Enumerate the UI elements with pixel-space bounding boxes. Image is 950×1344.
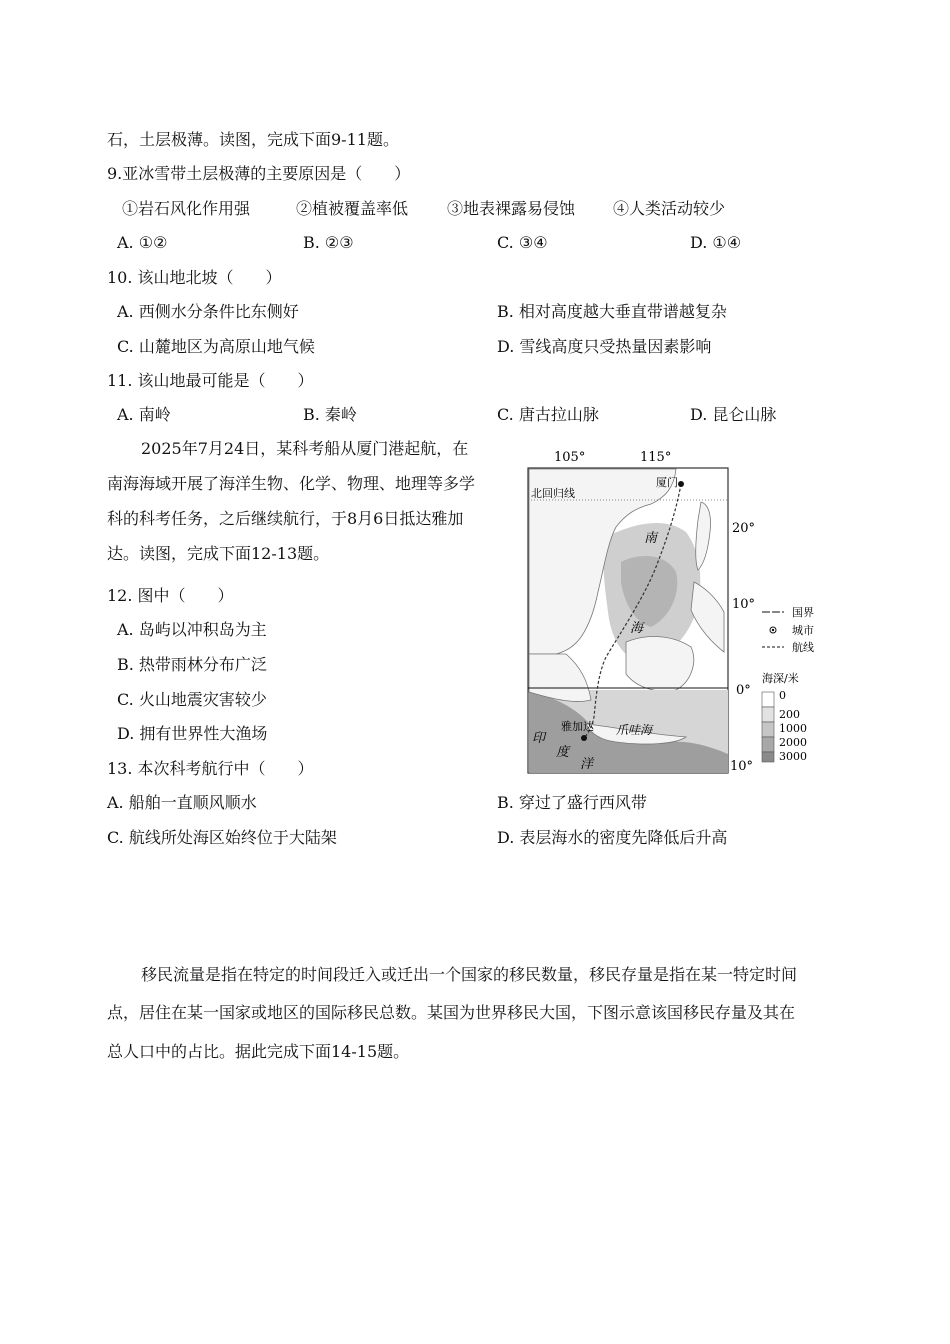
depth-swatch-3000: [762, 752, 774, 762]
sea-label-hai: 海: [630, 621, 644, 636]
legend-border-label: 国界: [792, 606, 814, 619]
lat-label-10s: 10°: [730, 759, 754, 774]
q9-stem: 9.亚冰雪带土层极薄的主要原因是（ ）: [107, 164, 411, 183]
depth-value-1000: 1000: [779, 722, 807, 735]
depth-value-2000: 2000: [779, 736, 807, 749]
q12-option-d: D. 拥有世界性大渔场: [117, 724, 268, 743]
legend-city-label: 城市: [792, 624, 814, 637]
lon-label-115: 115°: [640, 450, 672, 465]
lat-label-0: 0°: [736, 683, 751, 698]
q10-stem: 10. 该山地北坡（ ）: [107, 268, 282, 287]
q11-option-d: D. 昆仑山脉: [690, 405, 777, 424]
q12-option-c: C. 火山地震灾害较少: [117, 690, 267, 709]
q9-option-a: A. ①②: [117, 233, 168, 252]
q11-option-b: B. 秦岭: [303, 405, 357, 424]
q12-stem: 12. 图中（ ）: [107, 586, 234, 605]
q11-option-a: A. 南岭: [117, 405, 171, 424]
sea-label-nan: 南: [644, 531, 658, 546]
city-xiamen-marker: [678, 481, 684, 487]
ocean-label-yin: 印: [532, 731, 546, 746]
q13-option-d: D. 表层海水的密度先降低后升高: [497, 828, 728, 847]
q11-option-c: C. 唐古拉山脉: [497, 405, 599, 424]
passage2-line-2: 南海海域开展了海洋生物、化学、物理、地理等多学: [107, 474, 476, 493]
passage2-line-4: 达。读图，完成下面12-13题。: [107, 544, 330, 563]
passage2-line-3: 科的科考任务，之后继续航行，于8月6日抵达雅加: [107, 509, 464, 528]
city-jakarta-marker: [581, 735, 587, 741]
lat-label-10: 10°: [732, 597, 756, 612]
q9-option-d: D. ①④: [690, 233, 742, 252]
city-xiamen-label: 厦门: [656, 476, 678, 489]
java-sea-label: 爪哇海: [616, 723, 653, 737]
q13-option-a: A. 船舶一直顺风顺水: [107, 793, 257, 812]
depth-swatch-2000: [762, 737, 774, 752]
q13-option-c: C. 航线所处海区始终位于大陆架: [107, 828, 337, 847]
legend-depth-title: 海深/米: [762, 672, 799, 685]
q10-option-b: B. 相对高度越大垂直带谱越复杂: [497, 302, 727, 321]
depth-value-200: 200: [779, 708, 800, 721]
passage3-line-3: 总人口中的占比。据此完成下面14-15题。: [107, 1042, 410, 1061]
q12-option-a: A. 岛屿以冲积岛为主: [117, 620, 267, 639]
ocean-label-yang: 洋: [580, 757, 594, 772]
q10-option-a: A. 西侧水分条件比东侧好: [117, 302, 299, 321]
borneo: [626, 637, 694, 692]
city-jakarta-label: 雅加达: [561, 720, 594, 733]
q9-item-4: ④人类活动较少: [613, 199, 726, 218]
lat-label-20: 20°: [732, 521, 756, 536]
passage3-line-2: 点，居住在某一国家或地区的国际移民总数。某国为世界移民大国，下图示意该国移民存量及其在: [107, 1003, 796, 1022]
legend-route-label: 航线: [792, 641, 814, 654]
passage2-line-1: 2025年7月24日，某科考船从厦门港起航，在: [141, 439, 469, 458]
legend-city-dot: [772, 629, 774, 631]
q9-item-1: ①岩石风化作用强: [122, 199, 251, 218]
q9-item-2: ②植被覆盖率低: [296, 199, 409, 218]
passage3-line-1: 移民流量是指在特定的时间段迁入或迁出一个国家的移民数量，移民存量是指在某一特定时间: [141, 965, 798, 984]
q13-stem: 13. 本次科考航行中（ ）: [107, 759, 314, 778]
depth-value-0: 0: [779, 689, 786, 702]
q10-option-c: C. 山麓地区为高原山地气候: [117, 337, 315, 356]
q9-option-c: C. ③④: [497, 233, 548, 252]
q9-option-b: B. ②③: [303, 233, 354, 252]
south-china-sea-map: [526, 442, 826, 777]
passage-intro-tail: 石，土层极薄。读图，完成下面9-11题。: [107, 130, 399, 149]
q13-option-b: B. 穿过了盛行西风带: [497, 793, 647, 812]
depth-swatch-0: [762, 692, 774, 707]
lon-label-105: 105°: [554, 450, 586, 465]
q9-item-3: ③地表裸露易侵蚀: [447, 199, 576, 218]
q10-option-d: D. 雪线高度只受热量因素影响: [497, 337, 712, 356]
depth-value-3000: 3000: [779, 750, 807, 763]
tropic-label: 北回归线: [531, 487, 575, 500]
q11-stem: 11. 该山地最可能是（ ）: [107, 371, 314, 390]
depth-swatch-1000: [762, 722, 774, 737]
ocean-label-du: 度: [556, 745, 570, 760]
depth-swatch-200: [762, 707, 774, 722]
q12-option-b: B. 热带雨林分布广泛: [117, 655, 267, 674]
